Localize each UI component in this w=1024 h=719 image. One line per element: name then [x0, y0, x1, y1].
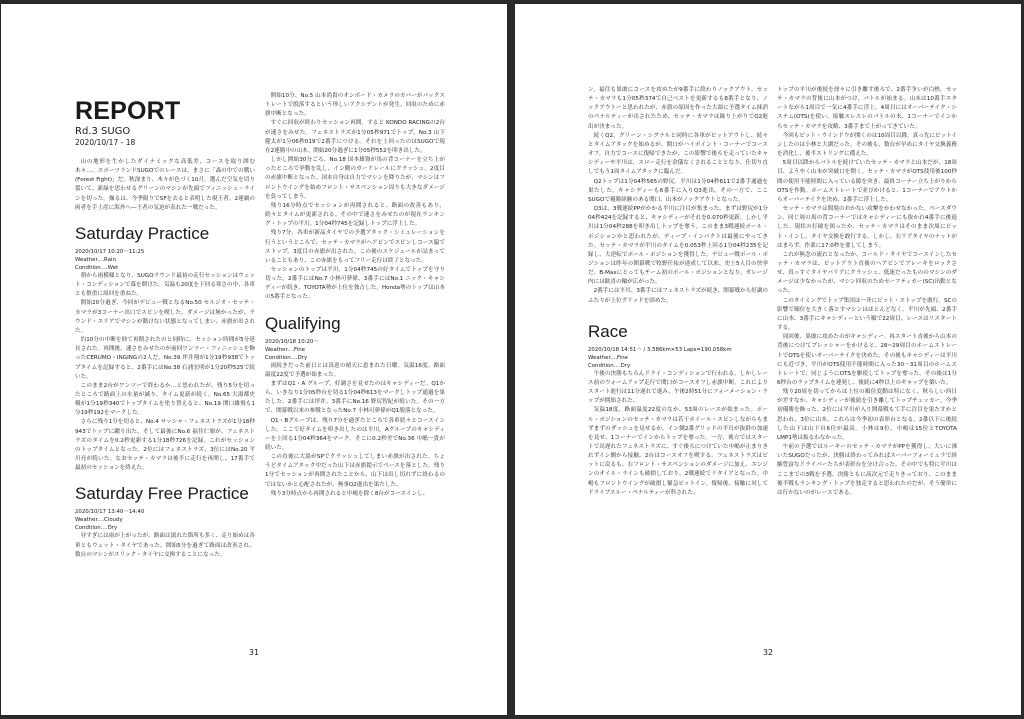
- right-page-column-2: [777, 86, 957, 498]
- free-practice-paragraph: しかし開始30分ごろ、No.18 国本雄資が馬の背コーナーを立ち上がったところで挙動を乱し、イン側のガードレールにクラッシュ。2度目の赤旗中断となった。国本自身は自力でマシンを降りたが、マシンはフロントウイングを始めフロント・サスペンション周りも大きなダメージを負ってしまう。: [265, 157, 445, 200]
- practice-paragraph: このまま2台がワンツーで終わるか…と思われたが、残り5分を切ったところで路面上の水量が減り、タイム更新が続く。No.65 大湯都史樹が1分19秒340でトップタイムを塗り替えると、No.19 関口雄飛も1分19秒192をマークした。: [75, 382, 255, 417]
- practice-meta-condition: Condition....Wet: [75, 264, 119, 271]
- practice-paragraph: 約10分の中断を経て再開されたのと同時に、セッション時間が5分延長された。再開後、速さをみせたのが前回ワンツー・フィニッシュを飾ったCERUMO・INGINGの2人だ。No.39 坪井翔が1分19秒938でトップタイムを記録すると、2番手にはNo.38 石浦宏明が1分20秒525で続いた。: [75, 337, 255, 380]
- qualifying-paragraph: この直後に大湯がSPでクラッシュしてしまい赤旗が出された。ちょうどタイムアタック中だった山下は赤旗提示でペースを落とした。残り1分でセッションが再開されたことから、山下は出し切れずに終わるのではないかと心配されたが、無事Q2進出を果たした。: [265, 454, 445, 488]
- practice-meta-date: 2020/10/17 10:20〜11:25: [75, 248, 145, 255]
- saturday-practice-heading: Saturday Practice: [75, 223, 210, 243]
- race-paragraph: トップの平川が後続を徐々に引き離す後ろで、2番手争いが白熱。セッテ・カマラの背後に山本がつけ、バトルが始まる。山本は10番手スタートながら1周目で一気に4番手に浮上。4周目にはオーバーテイク・システム(OTS)を使い、接触スレスレのバトルの末、1コーナーでインからセッテ・カマラを攻略、3番手まで上がってきていた。: [777, 87, 957, 130]
- qualifying-paragraph: Q1・Bグループは、残り7分を過ぎたところで各車続々とコースインした。ここで好タイムを叩き出したのは平川。Aグループのキャシディーを上回る1分04秒364をマーク。そこに0.2秒差でNo.36 中嶋一貴が続いた。: [265, 417, 445, 451]
- qualifying-continued-paragraph: 続くQ2。グリーン・シグナルと同時に各車がピットアウトし、続々とタイムアタックを始めるが、開口がハイポイント・コーナーでコースオフ。自力でコースに復帰できたが、この影響で後ろを走っていたキャシディーや平川は、スロー走行を余儀なくされることとなり、仕切り直しでもう1周タイムアタックに臨んだ。: [588, 132, 768, 176]
- left-page-column-1: [75, 92, 255, 560]
- intro-paragraph: 山の地形を生かしたダイナミックな高低差、コースを取り囲む木々…、スポーツランドSUGOでのレースは、まさに「森の中での戦い(Forest Fight)」だ。秋深まり、木々が色づく10月。選んだ空気を切り裂いて、新緑を思わせるグリーンのマシンが先頭でフィニッシュ・ラインを切った。操るは、今季限りでSFを去ると表明した現王者。2連覇の両者を手土産に海外へ―王者の気迫が表れた一戦だった。: [75, 159, 255, 211]
- race-paragraph: このタイミングでトップ集団は一斉にピット・ストップを敢行。SCの影響で順位を大きく落とすマシンはほとんどなく、平川が先頭、2番手に山本、3番手にキャシディーという順で22周目、レースはリスタートする。: [777, 297, 957, 332]
- free-practice-meta-date: 2020/10/17 13:40〜14:40: [75, 509, 145, 516]
- practice-paragraph: さらに残り1分を切ると、No.4 サッシャ・フェネストラズが1分18秒943でトップに躍り出た。そして最後にNo.6 福住仁嶺が、フェネストラズのタイムを0.2秒更新する1分18秒726を記録。これがセッションのトップタイムとなった。2位にはフェネストラズ、3位にはNo.20 平川亮が続いた。なおセッテ・カマラは後半に走行を再開し、17番手で最初のセッションを終えた。: [75, 419, 255, 472]
- round-dates: 2020/10/17 - 18: [75, 138, 136, 147]
- race-heading: Race: [588, 321, 628, 341]
- report-title: REPORT: [75, 97, 181, 125]
- race-paragraph: 周回後、果敢に攻めたのがキャシディー。再スタート直後から山本の背後につけてプレッシャーをかけると、28~29周目のホームストレートでOTSを使いオーバーテイクを決めた。その後もキャシディーは平川にも近づき、平川がOTS使用不能時間に入った30〜31周目のホームストレートで、同じようにOTSを駆使してトップを奪った。その後は1分6秒台のラップタイムを連発し、後続に4秒以上のギャップを築いた。: [777, 334, 957, 386]
- qualifying-continued-paragraph: ン。福住も果敢にコースを攻めたが9番手に終わりノックアウト。セッテ・カマラも1分05秒374で自己ベストを更新するも8番手となり、ノックアウトーと思われたが、赤旗の原因を作った大湯に予選タイム抹消のペナルティーが出されたため、セッテ・カマラは繰り上がりでQ2進出が決まった。: [588, 87, 768, 130]
- race-meta-date: 2020/10/18 14:51〜 / 3.586km×53 Laps=190.058km: [588, 346, 732, 353]
- qualifying-paragraph: 雨続きだった前日とは真逆の晴天に恵まれた日曜。気温16度、路面温度22度で予選が始まった。: [265, 362, 445, 378]
- qualifying-meta-condition: Condition....Dry: [265, 354, 308, 361]
- race-paragraph: 今回もピット・ウインドウが開くのは10周目以降。真っ先にピットインしたのは小林と大湖だった。その後も、数台が早めにタイヤ交換義務を消化し、後半ストリングに備えた。: [777, 132, 957, 158]
- left-page: [1, 4, 507, 715]
- race-paragraph: これが無念の流れとなったか、コールド・タイヤでコースインしたセッテ・カマラは、ピットアウト直後のヘアピンでブレーキをロックさせ、真っすぐタイヤバリアにクラッシュ。低迷だったもののマシンのダメージは少なかったが、マシン回収のためセーフティカー(SC)出動となった。: [777, 251, 957, 295]
- free-practice-meta-weather: Weather....Cloudy: [75, 517, 123, 524]
- free-practice-paragraph: 開始10分、No.5 山本尚貴のオンボード・カメラのカバーがバックストレートで脱落するという珍しいアクシデントが発生。回収のために赤旗中断となった。: [265, 93, 445, 118]
- race-paragraph: 残り20周を切ってからは上位の順位変動は特になく、秋らしい西日が差すなか、キャシディーが後続を引き離してトップチェッカー。今季初優勝を飾った。2位には平川が入り開幕戦もて手に注目を果たすかと思われ、3位に山本。これらは今季初の表彰台となる。2番以下に後続した山下は山下自6位が最高。小林は9位、中嶋は15位とTOYOTA LMP1勢は振るわなかった。: [777, 389, 957, 441]
- page-number: 32: [762, 648, 774, 657]
- free-practice-paragraph: 昼すぎには雨が上がったが、路面は濡れた箇所も多く、走り始めは各車ともウェット・タイヤであった。開始5分を過ぎて路面は改善され、数台のマシンがスリック・タイヤに交換することになった。: [75, 533, 255, 558]
- qualifying-continued-paragraph: Q2トップは1分04秒565の野尻。平川は1分04秒611で2番手通過を果たした。キャシディーも6番手に入りQ3進出。その一方で、ここSUGOで優勝経験のある関口、山本がノックアウトとなった。: [588, 178, 768, 203]
- qualifying-paragraph: 残り3分時点から再開されると中嶋を除く8台がコースインし、: [270, 490, 429, 497]
- qualifying-paragraph: まずはQ1・A グループ。好調さを見せたのはキャシディーだ。Q1から、いきなり1分05秒台を切る1分04秒613をマークしトップ通過を果たした。2番手には坪井、3番手にNo.16 野尻智紀が続いた。その一方で、開幕戦以来の参戦となったNo.7 小林可夢偉がQ1脱落となった。: [265, 380, 445, 415]
- race-paragraph: 午後の決勝もちろんドライ・コンディションで行われる。しかしレース前のウォームアップ走行で関口がコースオフし赤旗中断。これによりスタート進行は11分遅れで進み、午後2時51分にフォーメーション・ラップが開始された。: [588, 370, 768, 405]
- right-page-column-1: [588, 86, 768, 498]
- practice-paragraph: 朝から雨模様となり、SUGOラウンド最初の走行セッションはウェット・コンディションで幕を開けた。気温も20度を下回る寒さの中、各車とも慎重に周回を重ねた。: [75, 272, 255, 298]
- round-name: Rd.3 SUGO: [75, 126, 131, 137]
- race-meta-weather: Weather....Fine: [588, 354, 628, 361]
- qualifying-meta-weather: Weather....Fine: [265, 346, 305, 353]
- race-paragraph: 気温18度、路面温度22度のなか、53周のレースが始まった。ポール・ポジションのセッテ・カマラは若干ホイール・スピンしながらもまずまずのダッシュを見せるが、イン側2番グリッドの平川が抜群の加速を見せ、1コーナーでインからトップを奪った。一方、後方ではスタートで出遅れたフェネストラズに、すぐ後ろにつけていた中嶋が止まりきれずイン側から接触。2台はコースオフを喫する。フェネストラズはピットに戻るも、右フロント・サスペンションのダメージに加え、エンジンのオイル・ラインも破損しており、2戦連続でリタイアとなった。中嶋もフロントウイングが破損し緊急ピットイン。復帰後、接触に対してドライブスルー・ペナルティーが科された。: [588, 407, 768, 496]
- free-practice-paragraph: セッションのトップは平川。1分04秒745の好タイムでトップを守り切った。2番手にはNo.7 小林可夢偉、3番手にはNo.1 ニック・キャシディーが続き、TOYOTA勢が上位を独占した。Honda勢のトップは山本の5番手となった。: [265, 266, 445, 301]
- free-practice-meta-condition: Condition....Dry: [75, 525, 118, 532]
- race-paragraph: 午前の予選ではルーキーのセッテ・カマラがPPを獲得し、大いに沸いたSUGOだったが、決勝は終わってみればスーパーフォーミュラで経験豊富なドライバーたちが表彰台を分け合った。その中でも特に平川はここまでの3戦を予選、決勝ともに高次元で走りきっており、このまま後半戦もランキング・トップを独走すると思われたのだが、そう簡単には行かないのがレースである。: [777, 444, 957, 496]
- left-page-column-2: [265, 92, 445, 499]
- race-paragraph: セッテ・カマラは間髪のおかない攻撃をかわせなかった。ペースダウン。同じ周の馬の背コーナーではキャシディーにも抜かれ4番手に後退した。現状の打破を図ったか、セッテ・カマラはそのまま次周にピット・インし、タイヤ交換を敢行する。しかし、右リアタイヤのナットがはまらず、作業に17.0秒を要してしまう。: [777, 206, 957, 249]
- race-meta-condition: Condition....Dry: [588, 362, 631, 369]
- qualifying-heading: Qualifying: [265, 313, 341, 333]
- race-paragraph: 5周目以降からバトルを続けていたセッテ・カマラと山本だが、18周目、ようやく山本が突破口を開く。セッテ・カマラがOTS使用後100秒間の使用不能時間に入っている隙を突き、最終コーナー立ち上がりからOTSを作動。ホームストレートで並びかけると、1コーナーでアウトからオーバーテイクを決め、2番手に浮上した。: [777, 160, 957, 203]
- practice-paragraph: 開始20分過ぎ、今回がデビュー戦となるNo.50 セルジオ・セッテ・カマラが3コーナー出口でスピンを喫した。ダメージは無かったが、ラウンド・エリアでマシンが動けない状態となってしまい、赤旗が出された。: [75, 300, 255, 334]
- practice-meta-weather: Weather....Rain: [75, 256, 116, 263]
- qualifying-continued-paragraph: Q3は、3戦連続PPがかかる平川に注目が集まった。まずは野尻が1分04秒424を記録すると、キャシディーがそれを0.070秒更新。しかし平川は1分04秒288を叩き出しトップを奪う。このまま3戦連続ポール・ポジションかと思われたが、ディープ・インパクトは最後にやってきた。セッテ・カマラが平川のタイムを0.053秒上回る1分04秒235を記録し、大逆転でポール・ポジションを獲得した。デビュー戦ポール・ポジションは昨年の開幕戦で牧野任祐が達成して以来、史上5人目の快挙だ。B-Maxにとってもチーム初のポール・ポジションとなり、ガレージ内には歓喜の輪が広がった。: [588, 206, 768, 286]
- saturday-free-practice-heading: Saturday Free Practice: [75, 484, 249, 504]
- free-practice-paragraph: 残り16分時点でセッションが再開されると、路面の改善もあり、続々とタイムが更新される。その中で速さをみせたのが現在ランキング・トップの平川。1分04秒745を記録しトップに浮上した。: [265, 202, 445, 228]
- free-practice-paragraph: すぐに回収が終わりセッション再開。すると KONDO RACINGの2台が速さをみせた。フェネストラズが1分05秒971でトップ、No.3 山下健太が1分06秒019で2番手につける。それを上回ったのはSUGOで現在2連勝中の山本。開始20分過ぎに1分05秒552を叩き出した。: [265, 120, 445, 154]
- qualifying-continued-paragraph: 2番手には平川、3番手にはフェネストラズが続き、開幕戦から好調のふたりが上位グリッドを固めた。: [588, 288, 768, 304]
- page-number: 31: [248, 648, 260, 657]
- free-practice-paragraph: 残り7分、各車が新品タイヤでの予選アタック・シミュレーションを行うというところで、セッテ・カマラがヘアピンでスピンしコース脇でストップ。3度目の赤旗が出された。この後のスケジュールが詰まっていることもあり、この赤旗をもってフリー走行は終了となった。: [265, 230, 445, 264]
- qualifying-meta-date: 2020/10/18 10:20〜: [265, 338, 319, 345]
- right-page: [515, 4, 1021, 715]
